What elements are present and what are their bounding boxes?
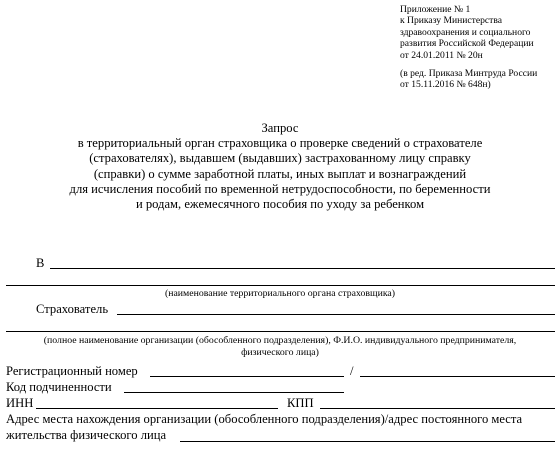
address-label: Адрес места нахождения организации (обособленного подразделения)/адрес постоянного места — [6, 412, 523, 426]
subordination-field[interactable] — [124, 392, 344, 393]
reg-number-field-2[interactable] — [360, 376, 555, 377]
appendix-line: от 24.01.2011 № 20н — [400, 49, 483, 61]
title-heading: Запрос — [261, 121, 299, 135]
reg-number-label: Регистрационный номер — [6, 364, 138, 378]
title-line: (справки) о сумме заработной платы, иных выплат и вознаграждений — [93, 166, 467, 181]
title-line: и родам, ежемесячного пособия по уходу за ребенком — [135, 197, 425, 212]
title-line: в территориальный орган страховщика о проверке сведений о страхователе — [77, 136, 483, 151]
kpp-field[interactable] — [320, 408, 555, 409]
edition-note: (в ред. Приказа Минтруда России — [400, 68, 538, 80]
insurer-note: (полное наименование организации (обособленного подразделения), Ф.И.О. индивидуального предпринимателя, — [43, 335, 517, 346]
insurer-label: Страхователь — [36, 302, 109, 316]
to-label: В — [36, 256, 45, 270]
document-title — [0, 121, 560, 212]
reg-number-slash: / — [350, 364, 354, 378]
to-field[interactable] — [50, 268, 555, 269]
title-line: (страхователях), выдавшем (выдавших) застрахованному лицу справку — [89, 151, 471, 166]
insurer-field[interactable] — [117, 314, 555, 315]
to-field-continuation[interactable] — [6, 285, 555, 286]
inn-field[interactable] — [36, 408, 278, 409]
appendix-line: Приложение № 1 — [400, 4, 471, 15]
to-note: (наименование территориального органа страховщика) — [164, 288, 396, 299]
address-field[interactable] — [180, 441, 555, 442]
reg-number-field[interactable] — [150, 376, 344, 377]
address-label-2: жительства физического лица — [6, 428, 167, 442]
appendix-line: развития Российской Федерации — [400, 38, 534, 50]
inn-label: ИНН — [6, 396, 34, 410]
insurer-field-continuation[interactable] — [6, 331, 555, 332]
title-line: для исчисления пособий по временной нетрудоспособности, по беременности — [69, 181, 491, 196]
appendix-line: здравоохранения и социального — [400, 26, 531, 38]
subordination-label: Код подчиненности — [6, 380, 112, 394]
kpp-label: КПП — [287, 396, 314, 410]
appendix-line: к Приказу Министерства — [400, 15, 503, 27]
edition-note: от 15.11.2016 № 648н) — [400, 79, 491, 91]
appendix-block — [400, 4, 537, 91]
insurer-note-2: физического лица) — [241, 347, 319, 358]
